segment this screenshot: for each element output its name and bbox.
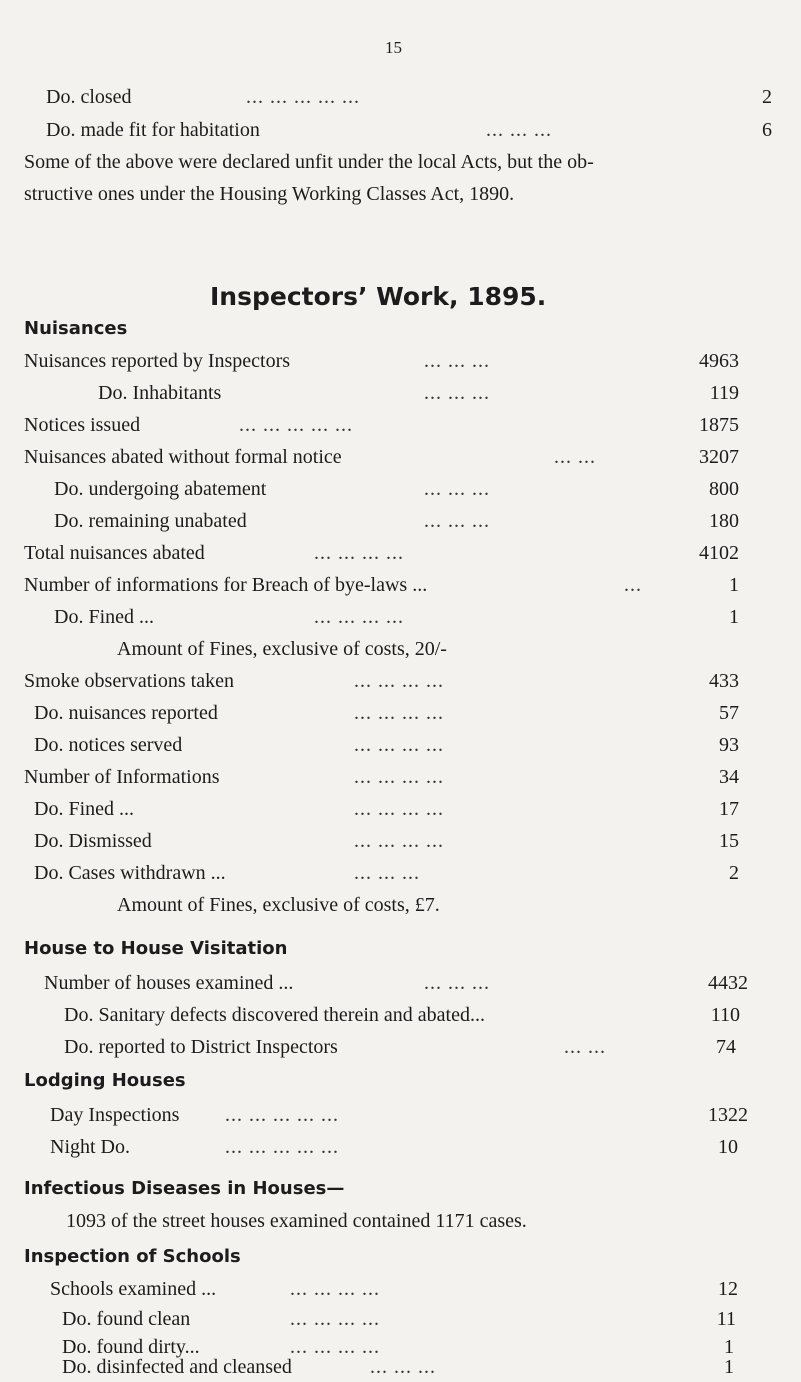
row-label: Do. undergoing abatement [54,478,267,500]
row-value: 1 [729,574,739,596]
row-label: Do. disinfected and cleansed [62,1356,292,1378]
list-item [24,668,739,694]
row-value: 3207 [699,446,739,468]
page-number: 15 [385,38,402,57]
row-label: Nuisances abated without formal notice [24,446,342,468]
row-value: 34 [719,766,739,788]
row-label: Do. Cases withdrawn ... [34,862,226,884]
row-label: Smoke observations taken [24,670,234,692]
row-label: Do. Fined ... [54,606,154,628]
leader-dots: ... ... ... ... [290,1336,380,1358]
leader-dots: ... ... ... [424,972,490,994]
row-value: 1875 [699,414,739,436]
list-item [24,540,739,566]
leader-dots: ... ... ... ... ... [225,1136,339,1158]
leader-dots: ... ... ... ... [354,798,444,820]
section-heading: Inspection of Schools [24,1246,241,1267]
row-label: Total nuisances abated [24,542,205,564]
leader-dots: ... ... ... ... [354,734,444,756]
row-value: 800 [709,478,739,500]
infectious-text: 1093 of the street houses examined contained 1171 cases. [66,1210,527,1232]
row-value: 6 [762,119,772,141]
leader-dots: ... ... ... ... ... [239,414,353,436]
leader-dots: ... ... ... ... [314,542,404,564]
note-line: Some of the above were declared unfit under the local Acts, but the ob- [24,151,594,173]
list-item [24,860,739,886]
list-item [24,700,739,726]
row-value: 110 [710,1004,740,1026]
list-item [24,764,739,790]
row-value: 180 [709,510,739,532]
row-label: Do. nuisances reported [34,702,218,724]
row-value: 74 [716,1036,736,1058]
row-value: 1 [729,606,739,628]
row-value: 1 [724,1336,734,1358]
row-value: 1322 [708,1104,748,1126]
fines-note: Amount of Fines, exclusive of costs, £7. [117,894,440,916]
row-label: Do. Fined ... [34,798,134,820]
leader-dots: ... ... ... [424,478,490,500]
row-label: Nuisances reported by Inspectors [24,350,291,372]
leader-dots: ... ... ... ... [354,830,444,852]
row-label: Do. Sanitary defects discovered therein and abated... [64,1004,485,1026]
row-value: 93 [719,734,739,756]
list-item [44,1002,740,1028]
note-line: structive ones under the Housing Working Classes Act, 1890. [24,183,515,205]
list-item [24,732,739,758]
row-label: Do. found dirty... [62,1336,200,1358]
row-label: Do. notices served [34,734,183,756]
row-label: Do. reported to District Inspectors [64,1036,338,1058]
row-value: 4102 [699,542,739,564]
list-item [24,412,739,438]
row-label: Number of informations for Breach of bye-laws ... [24,574,428,596]
list-item [50,1102,748,1128]
list-item [24,348,739,374]
row-value: 4963 [699,350,739,372]
leader-dots: ... ... ... ... [314,606,404,628]
leader-dots: ... ... ... [486,119,552,141]
leader-dots: ... [624,574,642,596]
row-label: Notices issued [24,414,141,436]
row-value: 4432 [708,972,748,994]
row-value: 433 [709,670,739,692]
list-item [24,828,739,854]
list-item [24,508,739,534]
row-label: Night Do. [50,1136,130,1158]
row-value: 10 [718,1136,738,1158]
row-value: 15 [719,830,739,852]
list-item [44,970,748,996]
leader-dots: ... ... ... [424,350,490,372]
row-label: Number of Informations [24,766,220,788]
row-value: 57 [719,702,739,724]
leader-dots: ... ... ... [424,382,490,404]
leader-dots: ... ... ... ... [290,1278,380,1300]
row-label: Do. Dismissed [34,830,152,852]
leader-dots: ... ... ... ... ... [225,1104,339,1126]
leader-dots: ... ... [554,446,596,468]
leader-dots: ... ... ... [370,1356,436,1378]
list-item [24,796,739,822]
list-item [46,84,772,110]
row-value: 11 [716,1308,736,1330]
leader-dots: ... ... ... [424,510,490,532]
row-label: Do. Inhabitants [98,382,222,404]
list-item [50,1306,736,1332]
leader-dots: ... ... ... ... [354,702,444,724]
fines-note: Amount of Fines, exclusive of costs, 20/- [117,638,447,660]
section-heading: Lodging Houses [24,1070,186,1091]
row-value: 12 [718,1278,738,1300]
section-heading: House to House Visitation [24,938,288,959]
list-item [24,476,739,502]
row-label: Schools examined ... [50,1278,217,1300]
row-label: Do. made fit for habitation [46,119,260,141]
row-value: 17 [719,798,739,820]
list-item [24,444,739,470]
leader-dots: ... ... ... ... [354,670,444,692]
row-value: 2 [729,862,739,884]
leader-dots: ... ... ... ... [290,1308,380,1330]
row-value: 119 [709,382,739,404]
section-heading: Infectious Diseases in Houses— [24,1178,345,1199]
list-item [46,117,772,143]
leader-dots: ... ... ... ... ... [246,86,360,108]
list-item [24,380,739,406]
list-item [44,1034,736,1060]
list-item [24,572,739,598]
list-item [24,604,739,630]
leader-dots: ... ... [564,1036,606,1058]
list-item [50,1134,738,1160]
leader-dots: ... ... ... [354,862,420,884]
list-item [50,1276,738,1302]
leader-dots: ... ... ... ... [354,766,444,788]
row-label: Do. closed [46,86,132,108]
row-label: Number of houses examined ... [44,972,294,994]
row-label: Do. found clean [62,1308,191,1330]
section-title: Inspectors’ Work, 1895. [210,282,547,311]
row-value: 1 [724,1356,734,1378]
row-label: Do. remaining unabated [54,510,247,532]
row-value: 2 [762,86,772,108]
list-item [50,1354,734,1380]
row-label: Day Inspections [50,1104,180,1126]
section-heading: Nuisances [24,318,128,339]
